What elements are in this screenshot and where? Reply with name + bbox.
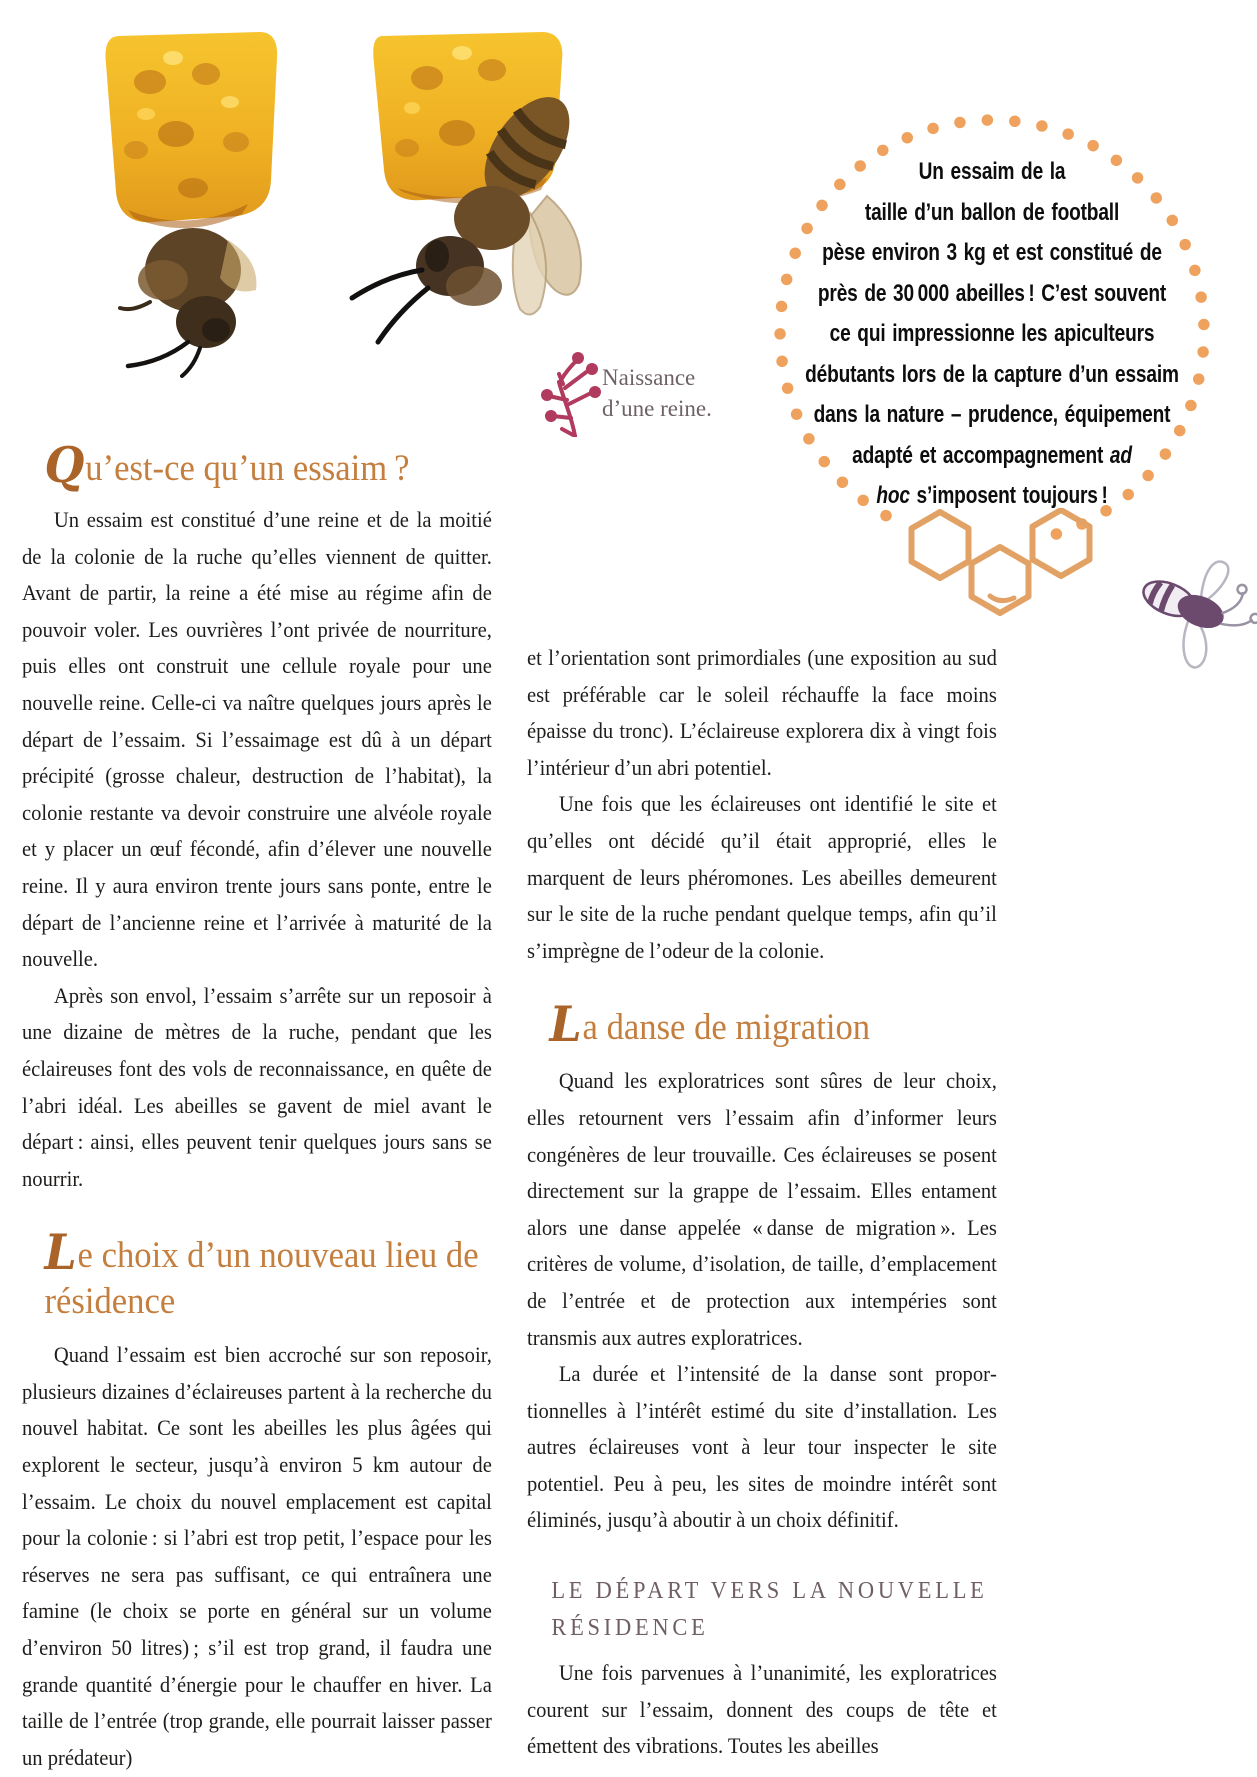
bee-icon bbox=[1142, 548, 1257, 673]
paragraph-essaim-2: Après son envol, l’essaim s’arrête sur un reposoir à une dizaine de mètres de la ruche, pendant que les éclaireuses font des vols de reconnaissance, en quête de l’abri idéal. Les abeilles se gavent de miel avant le départ : ainsi, elles peuvent tenir quelques jours sans se nourrir. bbox=[22, 982, 492, 1191]
paragraph-pheromones: Une fois que les éclaireuses ont identifié le site et qu’elles ont décidé qu’il était approprié, elles le marquent de leurs phéromones. Les abeilles demeurent sur le site de la ruche pendant quelque temps, afin qu’il s’imprègne de l’odeur de la colonie. bbox=[527, 791, 997, 963]
right-column bbox=[527, 640, 997, 1765]
paragraph-orientation: et l’orientation sont primordiales (une exposition au sud est préférable car le soleil réchauffe la face moins épaisse du tronc). L’éclaireuse explorera dix à vingt fois l’intérieur d’un abri potentiel. bbox=[527, 645, 997, 780]
paragraph-choix-1: Quand l’essaim est bien accroché sur son reposoir, plusieurs dizaines d’éclaireuses partent à la recherche du nouvel habitat. Ce sont les abeilles les plus âgées qui explorent le secteur, jusqu’à environ 5 km autour de l’essaim. Le choix du nouvel emplacement est capital pour la colonie : si l’abri est trop petit, l’espace pour les réserves ne sera pas suffisant, ce qui entraînera une famine (le choix se porte en général sur un volume d’environ 50 litres) ; s’il est trop grand, il faudra une grande quantité d’énergie pour le chauffer en hiver. La taille de l’entrée (trop grande, elle pourrait laisser passer un prédateur) bbox=[22, 1342, 492, 1770]
section-heading-essaim: Qu’est-ce qu’un essaim ? bbox=[44, 436, 410, 494]
subheading-depart: LE DÉPART VERS LA NOUVELLE RÉSIDENCE bbox=[551, 1578, 988, 1642]
drop-initial: L bbox=[549, 995, 582, 1054]
queen-cell-photo-right bbox=[342, 28, 592, 368]
paragraph-danse-1: Quand les exploratrices sont sûres de leur choix, elles retournent vers l’essaim afin d’informer leurs congénères de leur trouvaille. Ces éclaireuses se posent directement sur la grappe de l’essaim. Elles entament alors une danse appelée « danse de migration ». Les critères de volume, d’isolation, de taille, d’emplacement de l’entrée et de protection aux intempéries sont transmis aux autres exploratrices. bbox=[527, 1068, 997, 1350]
drop-initial: Q bbox=[44, 436, 85, 494]
paragraph-depart-1: Une fois parvenues à l’unanimité, les exploratrices courent sur l’essaim, donnent des coups de tête et émettent des vibrations. Toutes les abeilles bbox=[527, 1660, 997, 1759]
photo-caption: Naissance d’une reine. bbox=[602, 365, 712, 421]
berry-branch-icon bbox=[541, 352, 601, 437]
queen-cell-photo-left bbox=[88, 30, 293, 395]
honeycomb-icon bbox=[908, 508, 1108, 626]
callout-bubble bbox=[762, 102, 1222, 562]
left-column bbox=[22, 436, 492, 1776]
drop-initial: L bbox=[44, 1223, 77, 1282]
section-heading-danse: La danse de migration bbox=[549, 995, 871, 1054]
callout-text: Un essaim de la taille d’un ballon de football pèse environ 3 kg et est constitué de près de 30 000 abeilles ! C’est souvent ce qui impressionne les apiculteurs débutants lors de la capture d’un essaim dans la nature – prudence, équipement adapté et accompagnement ad hoc s’imposent toujours ! bbox=[805, 158, 1179, 509]
section-heading-choix-lieu: Le choix d’un nouveau lieu de résidence bbox=[44, 1223, 479, 1323]
paragraph-essaim-1: Un essaim est constitué d’une reine et de la moitié de la colonie de la ruche qu’elles viennent de quitter. Avant de partir, la reine a été mise au régime afin de pouvoir voler. Les ouvrières l’ont privée de nourriture, puis elles ont construit une cellule royale pour une nouvelle reine. Celle-ci va naître quelques jours après le départ de l’essaim. Si l’essaimage est dû à un départ précipité (grosse chaleur, destruction de l’habitat), la colonie restante va devoir construire une alvéole royale et y placer un œuf fécondé, afin d’élever une nouvelle reine. Il y aura environ trente jours sans ponte, entre le départ de l’ancienne reine et l’arrivée à maturité de la nouvelle. bbox=[22, 507, 492, 972]
paragraph-danse-2: La durée et l’intensité de la danse sont proportionnelles à l’intérêt estimé du site d’installation. Les autres éclaireuses vont à leur tour inspecter le site potentiel. Peu à peu, les sites de moindre intérêt sont éliminés, jusqu’à aboutir à un choix définitif. bbox=[527, 1361, 997, 1533]
